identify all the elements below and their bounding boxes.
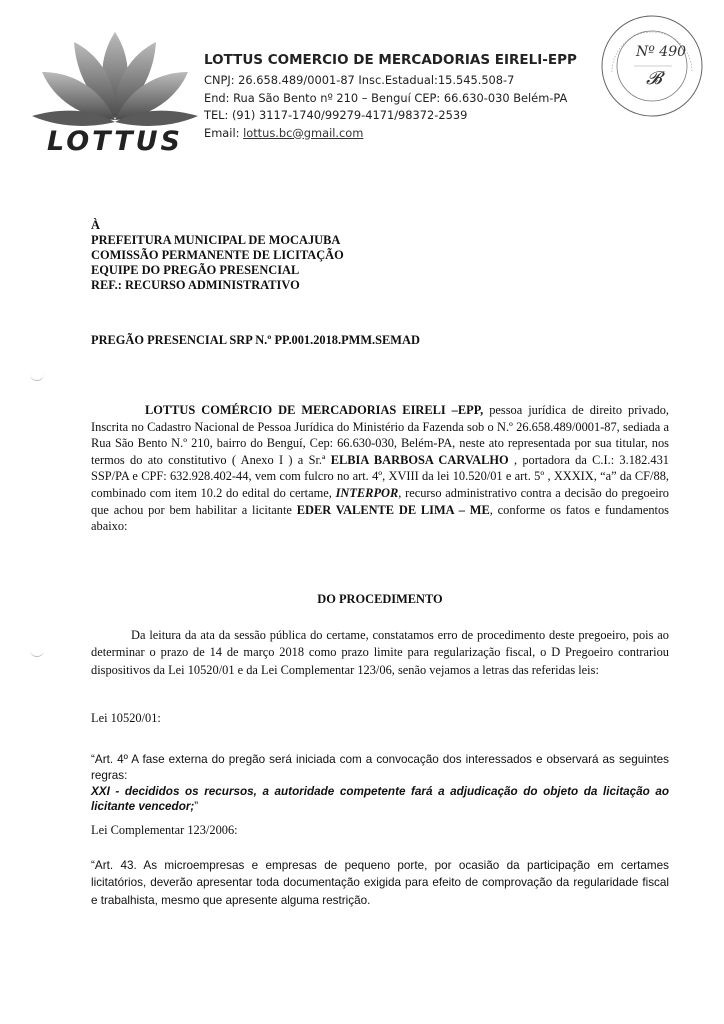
logo-wordmark: LOTTUS (46, 126, 184, 157)
section-title: DO PROCEDIMENTO (317, 592, 443, 606)
email-label: Email: (204, 125, 244, 140)
intro-paragraph: LOTTUS COMÉRCIO DE MERCADORIAS EIRELI –EPP, pessoa jurídica de direito privado, Inscrita no Cadastro Nacional de Pessoa Jurídica do Ministério da Fazenda sob o N.º 26.658.489/0001-87, sediada a Rua São Bento N.º 210, bairro do Benguí, Cep: 66.630-030, Belém-PA, neste ato representada por sua titular, nos termos do ato constitutivo ( Anexo I ) a Sr.ª ELBIA BARBOSA CARVALHO , portadora da C.I.: 3.182.431 SSP/PA e CPF: 632.928.402-44, vem com fulcro no art. 4º, XVIII da lei 10.520/01 e art. 5º , XXXIX, “a” da CF/88, combinado com item 10.2 do edital do certame, INTERPOR, recurso administrativo contra a decisão do pregoeiro que achou por bem habilitar a licitante EDER VALENTE DE LIMA – ME, conforme os fatos e fundamentos abaixo: (91, 403, 669, 534)
phone-line: TEL: (91) 3117-1740/99279-4171/98372-2539 (204, 108, 468, 122)
interpor-word: INTERPOR (335, 485, 399, 500)
company-info (204, 52, 577, 142)
cnpj-line: CNPJ: 26.658.489/0001-87 Insc.Estadual:15.545.508-7 (204, 73, 515, 87)
address-line: End: Rua São Bento nº 210 – Benguí CEP: 66.630-030 Belém-PA (204, 90, 568, 105)
protocol-number: Nº 490 (636, 44, 687, 60)
company-name-bold: LOTTUS COMÉRCIO DE MERCADORIAS EIRELI –EPP, (145, 403, 484, 417)
addressee-to: À (91, 218, 100, 232)
stamp-seal-icon (600, 14, 704, 118)
procedure-paragraph: Da leitura da ata da sessão pública do certame, constatamos erro de procedimento deste pregoeiro, pois ao determinar o prazo de 14 de março 2018 como prazo limite para regularização fiscal, o D Pregoeiro contrariou dispositivos da Lei 10520/01 e da Lei Complementar 123/06, senão vejamos a letras das referidas leis: (91, 628, 669, 677)
email-link[interactable]: lottus.bc@gmail.com (243, 125, 364, 140)
addressee-line: EQUIPE DO PREGÃO PRESENCIAL (91, 263, 300, 277)
lotus-flower-icon (30, 28, 200, 128)
pregao-reference: PREGÃO PRESENCIAL SRP N.º PP.001.2018.PMM.SEMAD (91, 333, 420, 347)
art4-item-xxi: XXI - decididos os recursos, a autoridade competente fará a adjudicação do objeto da licitação ao licitante vencedor; (91, 784, 669, 814)
law-label: Lei 10520/01: (91, 711, 161, 725)
email-line (204, 125, 577, 143)
licitante-name: EDER VALENTE DE LIMA – ME (296, 502, 490, 517)
company-name: LOTTUS COMERCIO DE MERCADORIAS EIRELI-EPP (204, 52, 577, 68)
addressee-line: COMISSÃO PERMANENTE DE LICITAÇÃO (91, 248, 344, 262)
company-logo (30, 28, 200, 168)
addressee-block (91, 218, 344, 293)
addressee-line: REF.: RECURSO ADMINISTRATIVO (91, 278, 300, 292)
representative-name: ELBIA BARBOSA CARVALHO (330, 452, 509, 467)
protocol-stamp (600, 14, 704, 118)
stamp-signature: 𝓑 (646, 68, 662, 89)
art4-quote: “Art. 4º A fase externa do pregão será iniciada com a convocação dos interessados e observará as seguintes regras: XXI - decididos os recursos, a autoridade competente fará a adjudicação do objeto da licitação ao licitante vencedor;” (91, 753, 669, 814)
addressee-line: PREFEITURA MUNICIPAL DE MOCAJUBA (91, 233, 341, 247)
art43-quote: “Art. 43. As microempresas e empresas de pequeno porte, por ocasião da participação em certames licitatórios, deverão apresentar toda documentação exigida para efeito de comprovação da regularidade fiscal e trabalhista, mesmo que apresente alguma restrição. (91, 859, 669, 907)
scan-artifact (30, 372, 44, 381)
scan-artifact (30, 648, 44, 657)
law-label: Lei Complementar 123/2006: (91, 823, 238, 837)
